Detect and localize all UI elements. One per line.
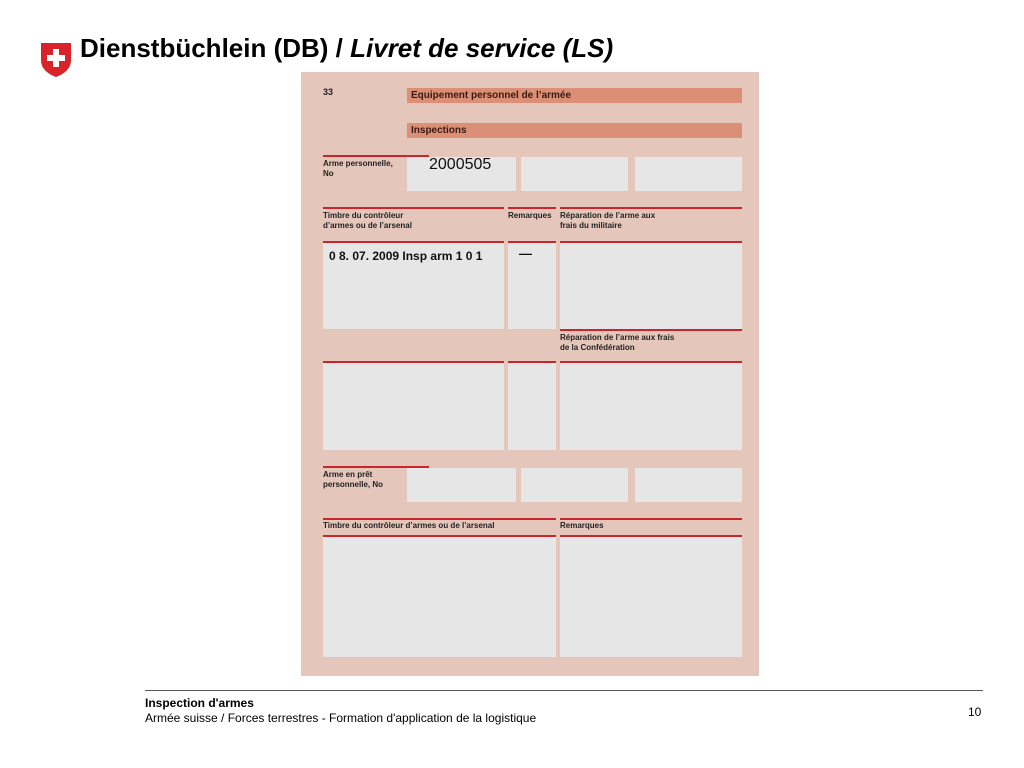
confed-rule [560,329,742,331]
loan-field-3 [635,468,742,502]
remarks-box-1 [508,243,556,329]
service-booklet-scan [301,72,759,676]
page-title [80,32,613,64]
weapon-label: Arme personnelle, No [323,159,393,178]
booklet-page-number: 33 [323,87,334,97]
footer-title: Inspection d'armes [145,696,254,710]
repair-military-label: Réparation de l’arme aux frais du militaire [560,211,656,230]
footer-divider [145,690,983,691]
stamp-rule [323,207,504,209]
remarks-rule [508,207,556,209]
inspection-stamp-entry: 0 8. 07. 2009 Insp arm 1 0 1 [329,249,483,263]
bottom-remarks-box [560,537,742,657]
weapon-field-2 [521,157,628,191]
section-title-band: Equipement personnel de l’armée [407,88,742,103]
weapon-number: 2000505 [429,156,492,173]
repair-confederation-label: Réparation de l’arme aux frais de la Confédération [560,333,675,352]
remark-entry: — [519,246,532,261]
bottom-stamp-box [323,537,556,657]
repair-box-1 [560,243,742,329]
bottom-remarks-label: Remarques [560,521,604,530]
stamp-column-label: Timbre du contrôleur d’armes ou de l’arsenal [323,211,412,230]
footer-subtitle: Armée suisse / Forces terrestres - Formation d'application de la logistique [145,711,537,725]
loan-field-1 [407,468,516,502]
subsection-title-band: Inspections [407,123,742,138]
loan-weapon-label: Arme en prêt personnelle, No [323,470,384,489]
title-french: Livret de service (LS) [350,33,614,63]
repair-box-2 [560,363,742,450]
remarks-column-label: Remarques [508,211,552,220]
repair-rule [560,207,742,209]
loan-field-2 [521,468,628,502]
remarks-box-2 [508,363,556,450]
weapon-field-3 [635,157,742,191]
stamp-box-2 [323,363,504,450]
swiss-cross-logo [40,42,72,78]
title-german: Dienstbüchlein (DB) / [80,33,351,63]
bottom-stamp-label: Timbre du contrôleur d’armes ou de l’arsenal [323,521,495,530]
bottom-remarks-rule [560,518,742,520]
bottom-stamp-rule [323,518,556,520]
slide-page-number: 10 [968,705,982,719]
